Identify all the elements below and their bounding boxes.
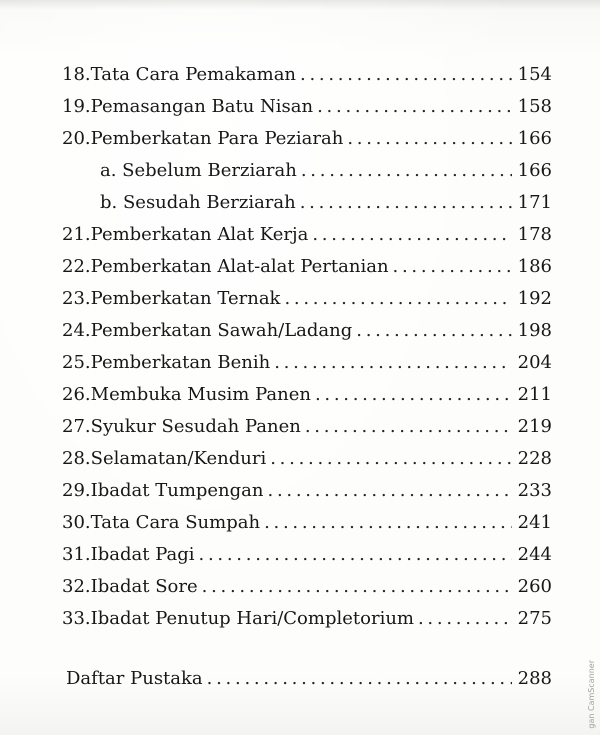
toc-entry (62, 284, 552, 314)
toc-dot-leader (312, 220, 511, 250)
toc-entry-title: Syukur Sesudah Panen (90, 416, 301, 437)
toc-bibliography-title: Daftar Pustaka (66, 668, 203, 689)
toc-entry (62, 412, 552, 442)
toc-dot-leader (300, 60, 512, 90)
toc-entry-title: Pemberkatan Alat Kerja (90, 224, 309, 245)
toc-dot-leader (270, 444, 511, 474)
toc-entry (62, 348, 552, 378)
toc-entry (62, 508, 552, 538)
toc-entry-title: Tata Cara Sumpah (90, 512, 261, 533)
toc-dot-leader (305, 412, 512, 442)
toc-entry-title: Membuka Musim Panen (90, 384, 311, 405)
scanner-watermark: gan CamScanner (587, 660, 596, 729)
toc-entry-number: 19. (62, 96, 91, 117)
toc-dot-leader (268, 476, 512, 506)
toc-dot-leader (284, 284, 511, 314)
toc-entry-number: 33. (62, 608, 91, 629)
toc-entry-page: 204 (517, 352, 552, 373)
toc-entry-title: Ibadat Penutup Hari/Completorium (90, 608, 414, 629)
toc-entry-number: 23. (62, 288, 91, 309)
toc-entry-title: Tata Cara Pemakaman (90, 64, 297, 85)
toc-dot-leader (356, 316, 511, 346)
toc-entry-page: 186 (517, 256, 552, 277)
toc-entry (62, 444, 552, 474)
toc-entry-title: Pemberkatan Benih (90, 352, 271, 373)
toc-bibliography (66, 664, 552, 694)
toc-entry-title: Pemberkatan Alat-alat Pertanian (90, 256, 389, 277)
toc-entry (62, 60, 552, 90)
toc-entry-number: 26. (62, 384, 91, 405)
toc-subentry (100, 188, 552, 218)
toc-entry-title: Pemberkatan Para Peziarah (90, 128, 344, 149)
toc-entry-page: 154 (517, 64, 552, 85)
toc-entry-title: Pemberkatan Sawah/Ladang (90, 320, 353, 341)
toc-entry (62, 124, 552, 154)
toc-dot-leader (199, 540, 512, 570)
toc-entry-page: 241 (517, 512, 552, 533)
toc-entry (62, 316, 552, 346)
toc-entry-page: 244 (517, 544, 552, 565)
toc-entry-page: 178 (517, 224, 552, 245)
toc-subentry (100, 156, 552, 186)
toc-dot-leader (418, 604, 512, 634)
toc-bibliography-page: 288 (517, 668, 552, 689)
toc-entry-number: 22. (62, 256, 91, 277)
toc-dot-leader (300, 188, 512, 218)
toc-entry-title: Selamatan/Kenduri (90, 448, 267, 469)
toc-entry-number: 28. (62, 448, 91, 469)
toc-entry-number: 27. (62, 416, 91, 437)
toc-dot-leader (274, 348, 511, 378)
toc-entry-number: 20. (62, 128, 91, 149)
toc-entry-number: 32. (62, 576, 91, 597)
toc-entry-page: 198 (517, 320, 552, 341)
toc-dot-leader (347, 124, 511, 154)
toc-subentry-title: a. Sebelum Berziarah (100, 160, 297, 181)
toc-entry-page: 233 (517, 480, 552, 501)
toc-entry-page: 166 (517, 128, 552, 149)
toc-entry-number: 18. (62, 64, 91, 85)
toc-entry-page: 192 (517, 288, 552, 309)
toc-dot-leader (207, 664, 512, 694)
toc-entry (62, 572, 552, 602)
toc-entry (62, 540, 552, 570)
toc-entry-title: Ibadat Tumpengan (90, 480, 264, 501)
toc-entry-number: 29. (62, 480, 91, 501)
toc-entry-page: 275 (517, 608, 552, 629)
toc-subentry-title: b. Sesudah Berziarah (100, 192, 296, 213)
toc-entry-number: 24. (62, 320, 91, 341)
toc-entry (62, 252, 552, 282)
toc-entry (62, 604, 552, 634)
toc-entry (62, 380, 552, 410)
toc-entry-number: 25. (62, 352, 91, 373)
toc-dot-leader (393, 252, 512, 282)
toc-entry-number: 31. (62, 544, 91, 565)
toc-entry-title: Ibadat Pagi (90, 544, 195, 565)
toc-dot-leader (315, 380, 512, 410)
toc-entry (62, 476, 552, 506)
toc-entry-page: 219 (517, 416, 552, 437)
toc-entry-page: 211 (517, 384, 552, 405)
toc-dot-leader (264, 508, 512, 538)
toc-entry (62, 220, 552, 250)
toc-entry-page: 158 (517, 96, 552, 117)
toc-entry-page: 171 (517, 192, 552, 213)
toc-entry-page: 260 (517, 576, 552, 597)
toc-entry (62, 92, 552, 122)
toc-entry-page: 228 (517, 448, 552, 469)
page-top-shadow (0, 0, 600, 10)
toc-entry-title: Pemberkatan Ternak (90, 288, 281, 309)
toc-dot-leader (317, 92, 512, 122)
toc-entry-title: Pemasangan Batu Nisan (90, 96, 314, 117)
toc-dot-leader (202, 572, 512, 602)
toc-entry-title: Ibadat Sore (90, 576, 198, 597)
toc-entry-number: 30. (62, 512, 91, 533)
toc-dot-leader (301, 156, 512, 186)
toc-entry-page: 166 (517, 160, 552, 181)
toc-entry-number: 21. (62, 224, 91, 245)
